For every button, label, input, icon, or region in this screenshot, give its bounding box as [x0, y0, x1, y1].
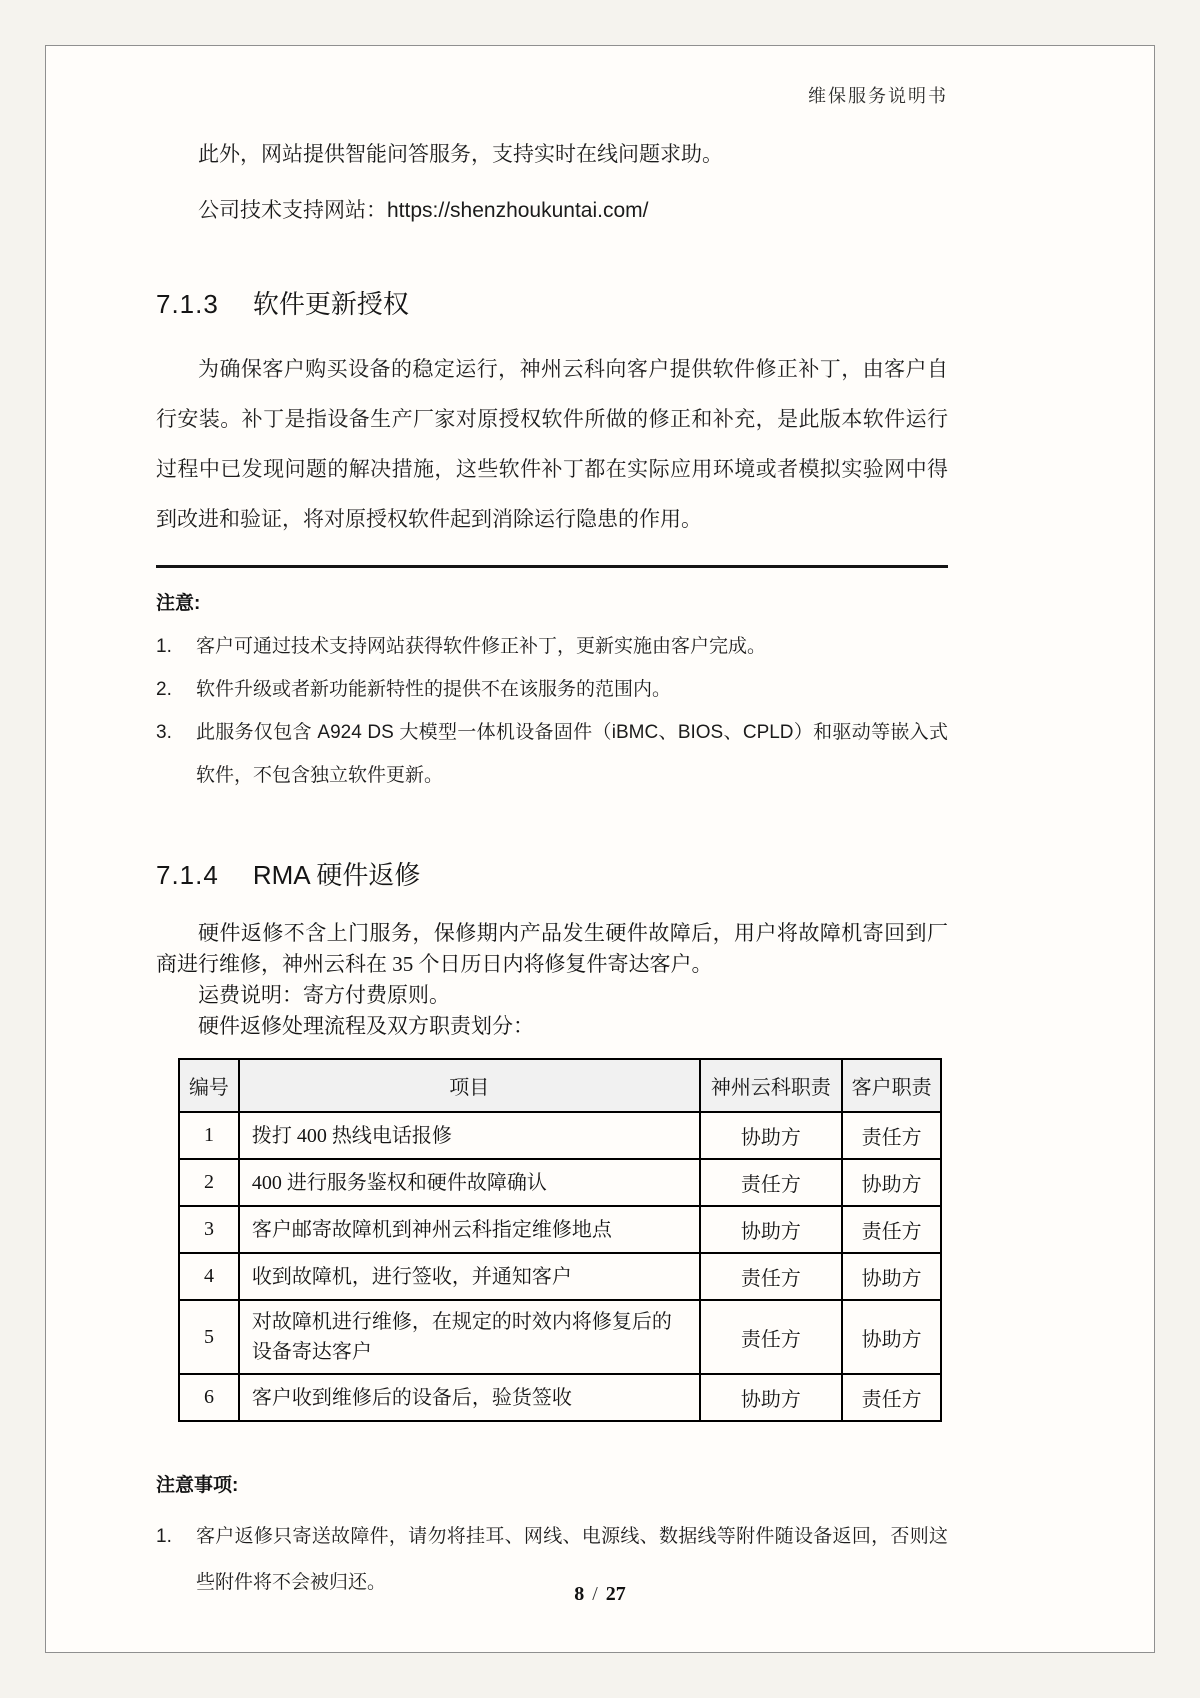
section-title: RMA 硬件返修	[252, 860, 421, 890]
col-header-number: 编号	[179, 1059, 239, 1112]
rma-paragraph: 硬件返修不含上门服务，保修期内产品发生硬件故障后，用户将故障机寄回到厂商进行维修，神州云科在 35 个日历日内将修复件寄达客户。	[156, 921, 948, 976]
shipping-note: 运费说明：寄方付费原则。	[198, 983, 450, 1007]
row-number-cell: 3	[179, 1206, 239, 1253]
notice-item-text: 软件升级或者新功能新特性的提供不在该服务的范围内。	[196, 679, 672, 700]
table-row	[179, 1112, 941, 1159]
customer-role-cell: 协助方	[842, 1253, 941, 1300]
customer-role-cell: 责任方	[842, 1112, 941, 1159]
section-number: 7.1.3	[156, 289, 219, 319]
item-cell: 客户收到维修后的设备后，验货签收	[239, 1374, 700, 1421]
notice-item-text: 客户可通过技术支持网站获得软件修正补丁，更新实施由客户完成。	[196, 636, 767, 657]
remarks-item-number: 1.	[156, 1526, 172, 1547]
section-title: 软件更新授权	[252, 289, 409, 319]
notice-item	[156, 668, 948, 711]
vendor-role-cell: 责任方	[700, 1300, 843, 1374]
page-content	[46, 46, 1154, 1606]
customer-role-cell: 协助方	[842, 1159, 941, 1206]
notice-item	[156, 711, 948, 797]
row-number-cell: 5	[179, 1300, 239, 1374]
table-row	[179, 1253, 941, 1300]
row-number-cell: 4	[179, 1253, 239, 1300]
page-footer	[46, 1583, 1154, 1606]
section-number: 7.1.4	[156, 860, 219, 890]
item-cell: 400 进行服务鉴权和硬件故障确认	[239, 1159, 700, 1206]
row-number-cell: 6	[179, 1374, 239, 1421]
table-row	[179, 1206, 941, 1253]
col-header-item: 项目	[239, 1059, 700, 1112]
notice-item-text: 此服务仅包含 A924 DS 大模型一体机设备固件（iBMC、BIOS、CPLD）和驱动等嵌入式软件，不包含独立软件更新。	[196, 722, 948, 786]
section-7-1-4-body	[156, 918, 948, 1042]
customer-role-cell: 责任方	[842, 1206, 941, 1253]
notice-divider	[156, 565, 948, 568]
remarks-item-text: 客户返修只寄送故障件，请勿将挂耳、网线、电源线、数据线等附件随设备返回，否则这些附件将不会被归还。	[196, 1526, 948, 1593]
support-site-paragraph	[156, 196, 948, 226]
page-frame	[45, 45, 1155, 1653]
table-row	[179, 1300, 941, 1374]
row-number-cell: 1	[179, 1112, 239, 1159]
vendor-role-cell: 协助方	[700, 1206, 843, 1253]
vendor-role-cell: 责任方	[700, 1253, 843, 1300]
notice-item	[156, 625, 948, 668]
col-header-customer-role: 客户职责	[842, 1059, 941, 1112]
document-header-title: 维保服务说明书	[808, 86, 948, 106]
support-site-label: 公司技术支持网站：	[198, 199, 387, 222]
notice-item-number: 3.	[156, 722, 172, 743]
rma-table	[178, 1058, 942, 1422]
table-row	[179, 1159, 941, 1206]
section-7-1-3-body: 为确保客户购买设备的稳定运行，神州云科向客户提供软件修正补丁，由客户自行安装。补丁是指设备生产厂家对原授权软件所做的修正和补充，是此版本软件运行过程中已发现问题的解决措施，这些软件补丁都在实际应用环境或者模拟实验网中得到改进和验证，将对原授权软件起到消除运行隐患的作用。	[156, 358, 948, 531]
row-number-cell: 2	[179, 1159, 239, 1206]
section-7-1-3-heading	[156, 284, 948, 321]
notice-item-number: 2.	[156, 679, 172, 700]
notice-block	[156, 582, 948, 797]
vendor-role-cell: 协助方	[700, 1112, 843, 1159]
support-site-url[interactable]: https://shenzhoukuntai.com/	[387, 199, 649, 222]
item-cell: 拨打 400 热线电话报修	[239, 1112, 700, 1159]
page-separator: /	[592, 1583, 598, 1605]
section-7-1-4-heading	[156, 855, 948, 892]
customer-role-cell: 协助方	[842, 1300, 941, 1374]
notice-item-number: 1.	[156, 636, 172, 657]
process-intro: 硬件返修处理流程及双方职责划分：	[198, 1014, 534, 1038]
item-cell: 客户邮寄故障机到神州云科指定维修地点	[239, 1206, 700, 1253]
item-cell: 对故障机进行维修，在规定的时效内将修复后的设备寄达客户	[239, 1300, 700, 1374]
customer-role-cell: 责任方	[842, 1374, 941, 1421]
vendor-role-cell: 协助方	[700, 1374, 843, 1421]
table-header-row	[179, 1059, 941, 1112]
item-cell: 收到故障机，进行签收，并通知客户	[239, 1253, 700, 1300]
page-total: 27	[605, 1583, 626, 1605]
remarks-label: 注意事项:	[156, 1475, 239, 1496]
intro-paragraph: 此外，网站提供智能问答服务，支持实时在线问题求助。	[198, 143, 723, 166]
page-number: 8	[574, 1583, 585, 1605]
col-header-vendor-role: 神州云科职责	[700, 1059, 843, 1112]
table-row	[179, 1374, 941, 1421]
vendor-role-cell: 责任方	[700, 1159, 843, 1206]
notice-label: 注意:	[156, 593, 201, 614]
